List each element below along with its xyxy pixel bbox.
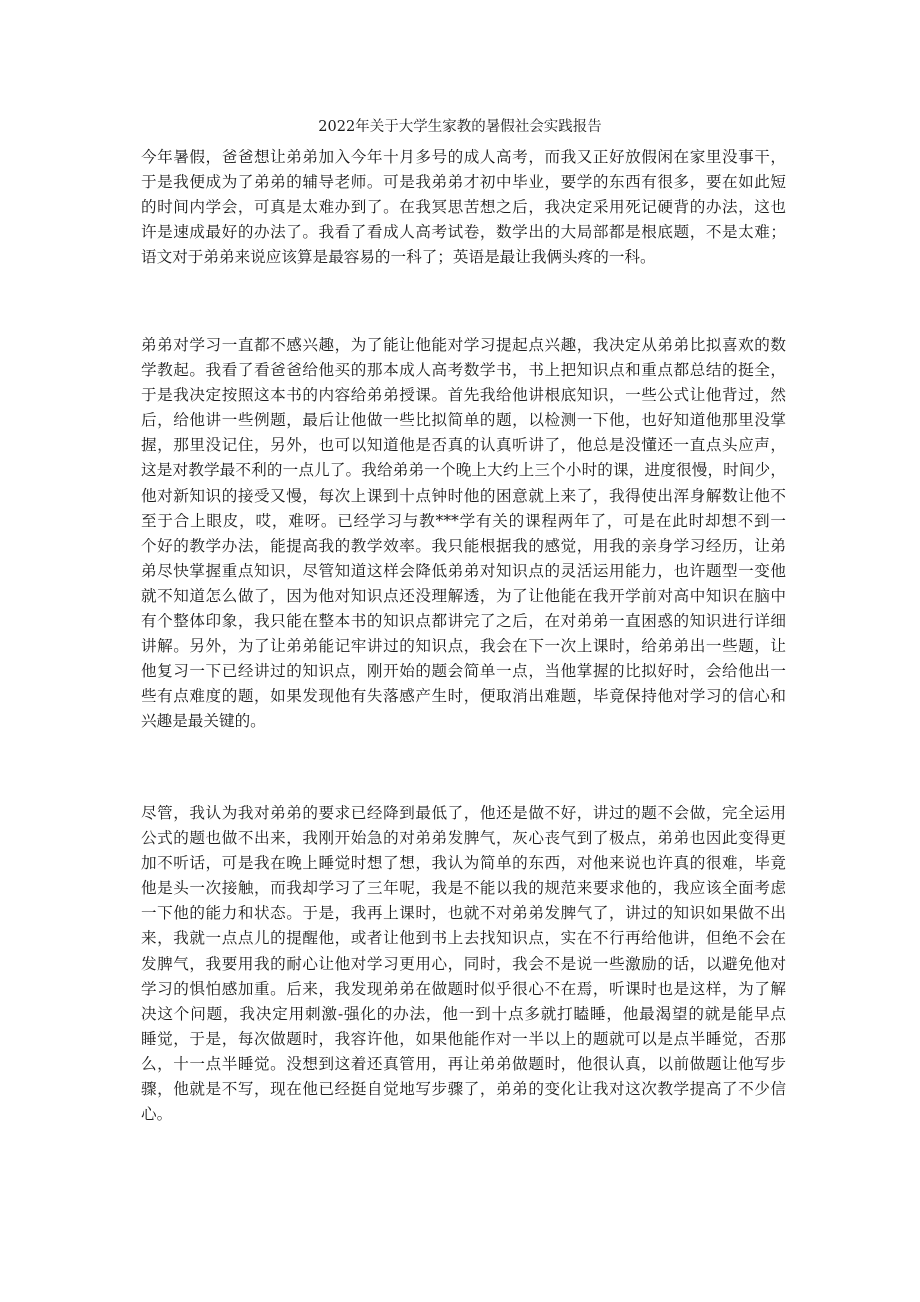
text-line: 有个整体印象，我只能在整本书的知识点都讲完了之后，在对弟弟一直困惑的知识进行详细 xyxy=(141,612,786,631)
text-line: 他对新知识的接受又慢，每次上课到十点钟时他的困意就上来了，我得使出浑身解数让他不 xyxy=(141,486,786,505)
text-line: 公式的题也做不出来，我刚开始急的对弟弟发脾气，灰心丧气到了极点，弟弟也因此变得更 xyxy=(141,829,786,848)
text-line: 弟弟对学习一直都不感兴趣，为了能让他能对学习提起点兴趣，我决定从弟弟比拟喜欢的数 xyxy=(141,336,786,354)
text-line: 这是对教学最不利的一点儿了。我给弟弟一个晚上大约上三个小时的课，进度很慢，时间少， xyxy=(141,461,786,480)
text-line: 他是头一次接触，而我却学习了三年呢，我是不能以我的规范来要求他的，我应该全面考虑 xyxy=(141,879,786,898)
text-line: 就不知道怎么做了，因为他对知识点还没理解透，为了让他能在我开学前对高中知识在脑中 xyxy=(141,586,786,605)
paragraph-3 xyxy=(141,801,786,1127)
text-line: 个好的教学办法，能提高我的教学效率。我只能根据我的感觉，用我的亲身学习经历，让弟 xyxy=(141,536,786,555)
text-line: 么，十一点半睡觉。没想到这着还真管用，再让弟弟做题时，他很认真，以前做题让他写步 xyxy=(141,1054,786,1073)
text-line: 今年暑假，爸爸想让弟弟加入今年十月多号的成人高考，而我又正好放假闲在家里没事干， xyxy=(141,148,786,166)
text-line: 讲解。另外，为了让弟弟能记牢讲过的知识点，我会在下一次上课时，给弟弟出一些题，让 xyxy=(141,637,786,656)
text-line: 握，那里没记住，另外，也可以知道他是否真的认真听讲了，他总是没懂还一直点头应声， xyxy=(141,436,786,455)
text-line: 至于合上眼皮，哎，难呀。已经学习与教***学有关的课程两年了，可是在此时却想不到一 xyxy=(141,511,786,530)
text-line: 他复习一下已经讲过的知识点，刚开始的题会简单一点，当他掌握的比拟好时，会给他出一 xyxy=(141,662,786,681)
text-line: 来，我就一点点儿的提醒他，或者让他到书上去找知识点，实在不行再给他讲，但绝不会在 xyxy=(141,929,786,948)
text-line: 些有点难度的题，如果发现他有失落感产生时，便取消出难题，毕竟保持他对学习的信心和 xyxy=(141,687,786,706)
text-line: 一下他的能力和状态。于是，我再上课时，也就不对弟弟发脾气了，讲过的知识如果做不出 xyxy=(141,904,786,923)
text-line: 骤，他就是不写，现在他已经挺自觉地写步骤了，弟弟的变化让我对这次教学提高了不少信 xyxy=(141,1080,786,1099)
text-line: 弟尽快掌握重点知识，尽管知道这样会降低弟弟对知识点的灵活运用能力，也许题型一变他 xyxy=(141,561,786,580)
text-line: 学教起。我看了看爸爸给他买的那本成人高考数学书，书上把知识点和重点都总结的挺全， xyxy=(141,361,786,380)
text-line: 许是速成最好的办法了。我看了看成人高考试卷，数学出的大局部都是根底题，不是太难； xyxy=(141,223,786,242)
text-line: 学习的惧怕感加重。后来，我发现弟弟在做题时似乎很心不在焉，听课时也是这样，为了解 xyxy=(141,979,786,998)
paragraph-1 xyxy=(141,145,786,270)
text-line: 决这个问题，我决定用刺激-强化的办法，他一到十点多就打瞌睡，他最渴望的就是能早点 xyxy=(141,1004,786,1023)
text-line: 后，给他讲一些例题，最后让他做一些比拟简单的题，以检测一下他，也好知道他那里没掌 xyxy=(141,411,786,430)
text-line: 心。 xyxy=(141,1105,173,1124)
text-line: 于是我便成为了弟弟的辅导老师。可是我弟弟才初中毕业，要学的东西有很多，要在如此短 xyxy=(141,173,786,192)
text-line: 尽管，我认为我对弟弟的要求已经降到最低了，他还是做不好，讲过的题不会做，完全运用 xyxy=(141,804,786,822)
text-line: 睡觉，于是，每次做题时，我容许他，如果他能作对一半以上的题就可以是点半睡觉，否那 xyxy=(141,1029,786,1048)
text-line: 兴趣是最关键的。 xyxy=(141,712,266,731)
text-line: 于是我决定按照这本书的内容给弟弟授课。首先我给他讲根底知识，一些公式让他背过，然 xyxy=(141,386,786,405)
text-line: 加不听话，可是我在晚上睡觉时想了想，我认为简单的东西，对他来说也许真的很难，毕竟 xyxy=(141,854,786,873)
text-line: 语文对于弟弟来说应该算是最容易的一科了；英语是最让我俩头疼的一科。 xyxy=(141,248,656,267)
document-title: 2022年关于大学生家教的暑假社会实践报告 xyxy=(318,119,602,135)
paragraph-2 xyxy=(141,333,786,735)
text-line: 发脾气，我要用我的耐心让他对学习更用心，同时，我会不是说一些激励的话，以避免他对 xyxy=(141,954,786,973)
text-line: 的时间内学会，可真是太难办到了。在我冥思苦想之后，我决定采用死记硬背的办法，这也 xyxy=(141,198,786,217)
